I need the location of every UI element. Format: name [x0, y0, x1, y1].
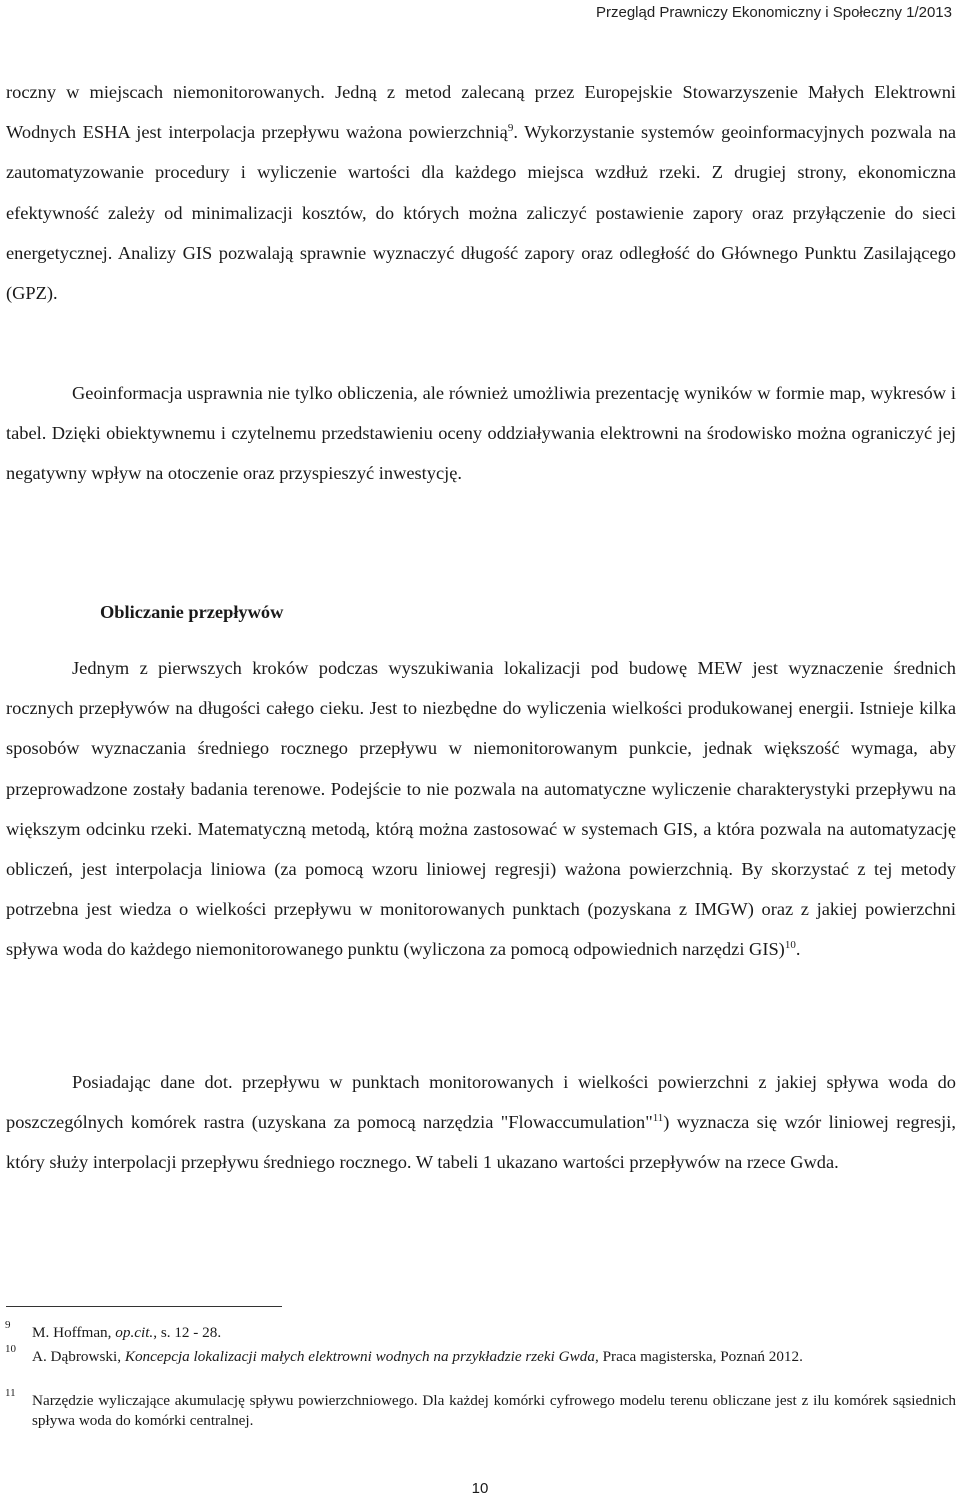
paragraph-4: Posiadając dane dot. przepływu w punktach monitorowanych i wielkości powierzchni z jakiej spływa woda do poszczególnych komórek rastra (uzyskana za pomocą narzędzia "Flowaccumulation"$^{11}$) wyznacza się wzór liniowej regresji, który służy interpolacji przepływu średniego rocznego. W tabeli 1 ukazano wartości przepływów na rzece Gwda.	[6, 1072, 956, 1173]
page-number: 10	[471, 1480, 489, 1497]
footnote-11: 11 Narzędzie wyliczające akumulację spływu powierzchniowego. Dla każdej komórki cyfrowego modelu terenu obliczane jest z ilu komórek sąsiednich spływa woda do komórki centralnej.	[32, 1391, 956, 1431]
section-heading: Obliczanie przepływów	[100, 602, 284, 622]
footnote-10: 10 A. Dąbrowski, Koncepcja lokalizacji małych elektrowni wodnych na przykładzie rzeki Gwda, Praca magisterska, Poznań 2012.	[32, 1347, 956, 1367]
footnote-separator	[6, 1306, 282, 1307]
footnote-ref-11[interactable]: 11	[652, 1112, 664, 1125]
paragraph-2: Geoinformacja usprawnia nie tylko obliczenia, ale również umożliwia prezentację wyników w formie map, wykresów i tabel. Dzięki obiektywnemu i czytelnemu przedstawieniu oceny oddziaływania elektrowni na środowisko można ograniczyć jej negatywny wpływ na otoczenie oraz przyspieszyć inwestycję.	[6, 383, 956, 484]
footnote-ref-9[interactable]: 9	[507, 122, 514, 135]
footnote-ref-10[interactable]: 10	[784, 939, 796, 952]
footnote-number: 10	[5, 1343, 16, 1355]
footnote-number: 11	[5, 1387, 16, 1399]
paragraph-1: roczny w miejscach niemonitorowanych. Jedną z metod zalecaną przez Europejskie Stowarzyszenie Małych Elektrowni Wodnych ESHA jest interpolacja przepływu ważona powierzchnią$^9$. Wykorzystanie systemów geoinformacyjnych pozwala na zautomatyzowanie procedury i wyliczenie wartości dla każdego miejsca wzdłuż rzeki. Z drugiej strony, ekonomiczna efektywność zależy od minimalizacji kosztów, do których można zaliczyć postawienie zapory oraz przyłączenie do sieci energetycznej. Analizy GIS pozwalają sprawnie wyznaczyć długość zapory oraz odległość do Głównego Punktu Zasilającego (GPZ).	[6, 82, 956, 304]
footnote-number: 9	[5, 1319, 11, 1331]
footnote-9: 9 M. Hoffman, op.cit., s. 12 - 28.	[32, 1323, 956, 1343]
journal-header: Przegląd Prawniczy Ekonomiczny i Społeczny 1/2013	[595, 4, 952, 21]
paragraph-3: Jednym z pierwszych kroków podczas wyszukiwania lokalizacji pod budowę MEW jest wyznaczenie średnich rocznych przepływów na długości całego cieku. Jest to niezbędne do wyliczenia wielkości produkowanej energii. Istnieje kilka sposobów wyznaczania średniego rocznego przepływu w niemonitorowanym punkcie, jednak większość wymaga, aby przeprowadzone zostały badania terenowe. Podejście to nie pozwala na automatyczne wyliczenie charakterystyki przepływu na większym odcinku rzeki. Matematyczną metodą, którą można zastosować w systemach GIS, a która pozwala na automatyzację obliczeń, jest interpolacja liniowa (za pomocą wzoru liniowej regresji) ważona powierzchnią. By skorzystać z tej metody potrzebna jest wiedza o wielkości przepływu w monitorowanych punktach (pozyskana z IMGW) oraz z jakiej powierzchni spływa woda do każdego niemonitorowanego punktu (wyliczona za pomocą odpowiednich narzędzi GIS)$^{10}$.	[6, 658, 956, 960]
